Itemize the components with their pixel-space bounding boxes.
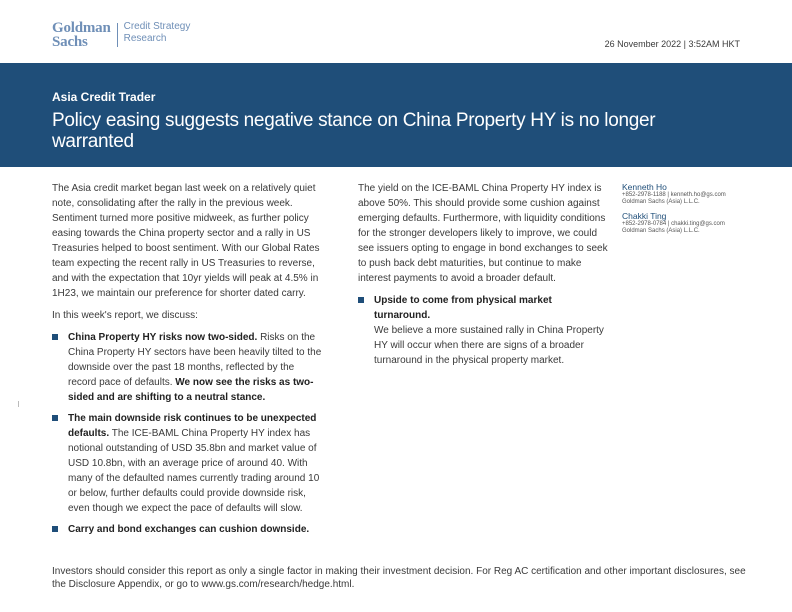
bullet-square-icon (52, 415, 58, 421)
key-points-list (358, 293, 608, 368)
author-firm: Goldman Sachs (Asia) L.L.C. (622, 199, 700, 205)
publication-date: 26 November 2022 | 3:52AM HKT (604, 39, 740, 49)
bullet-heading: Carry and bond exchanges can cushion downside. (68, 524, 310, 535)
author-entry (622, 182, 752, 206)
bullet-square-icon (358, 297, 364, 303)
list-item (52, 522, 324, 537)
logo-wordmark (52, 21, 111, 49)
author-list (622, 182, 752, 240)
body-column-right (358, 181, 608, 374)
research-unit (124, 21, 191, 45)
bullet-text: We believe a more sustained rally in China Property HY will occur when there are signs of a broader turnaround in the physical property market. (374, 325, 604, 366)
bullet-emphasis: We now see the risks as two-sided and are shifting to a neutral stance. (68, 377, 314, 403)
bullet-square-icon (52, 526, 58, 532)
author-entry (622, 211, 752, 235)
bullet-heading: China Property HY risks now two-sided. (68, 332, 258, 343)
bullet-text: Risks on the China Property HY sectors have been heavily tilted to the downside over the past 18 months, reflected by the record pace of defaults. (68, 332, 322, 388)
list-item (52, 330, 324, 405)
unit-line1: Credit Strategy (123, 21, 191, 32)
author-contact: +852-2978-0784 | chakki.ting@gs.com (622, 221, 725, 227)
author-contact: +852-2978-1188 | kenneth.ho@gs.com (622, 192, 726, 198)
bullet-heading: The main downside risk continues to be unexpected defaults. (68, 413, 317, 439)
body-column-left (52, 181, 324, 543)
bullet-square-icon (52, 334, 58, 340)
bullet-text: The ICE-BAML China Property HY index has notional outstanding of USD 35.8bn and market value of USD 10.8bn, with an average price of around 40. With many of the defaulted names currently trading around 10 or below, further defaults could provide downside risk, even though we expect the pace of defaults will slow. (68, 428, 320, 514)
author-name: Kenneth Ho (622, 182, 667, 192)
unit-line2: Research (123, 33, 167, 44)
logo-divider (117, 23, 118, 47)
disclosure-footer: Investors should consider this report as only a single factor in making their investment decision. For Reg AC certification and other important disclosures, see the Disclosure Appendix, or go to www.gs.com/research/hedge.html. (52, 566, 746, 590)
continued-paragraph: The yield on the ICE-BAML China Property HY index is above 50%. This should provide some cushion against emerging defaults. Furthermore, with liquidity conditions for the stronger developers likely to improve, we could see issuers opting to engage in bond exchanges to seek to push back debt maturities, but continue to make interest payments to avoid a broader default. (358, 183, 608, 284)
report-headline: Policy easing suggests negative stance on China Property HY is no longer warranted (52, 110, 656, 152)
author-firm: Goldman Sachs (Asia) L.L.C. (622, 228, 700, 234)
logo-line2: Sachs (52, 34, 88, 50)
series-name: Asia Credit Trader (52, 90, 156, 104)
author-name: Chakki Ting (622, 211, 667, 221)
list-item (52, 411, 324, 516)
title-banner (0, 63, 792, 167)
intro-paragraph: The Asia credit market began last week on a relatively quiet note, consolidating after the rally in the previous week. Sentiment turned more positive midweek, as further policy easing towards the China property sector and a rally in US Treasuries helped to boost sentiment. With our Global Rates team expecting the recent rally in US Treasuries to reverse, and with the expectation that 10yr yields will peak at 4.5% in 1H23, we maintain our preference for shorter dated carry. (52, 183, 320, 299)
key-points-list (52, 330, 324, 537)
goldman-sachs-logo (52, 21, 190, 49)
lead-paragraph: In this week's report, we discuss: (52, 310, 198, 321)
logo-line1: Goldman (52, 20, 111, 36)
list-item (358, 293, 608, 368)
bullet-heading: Upside to come from physical market turnaround. (374, 295, 552, 321)
margin-mark (18, 401, 19, 407)
